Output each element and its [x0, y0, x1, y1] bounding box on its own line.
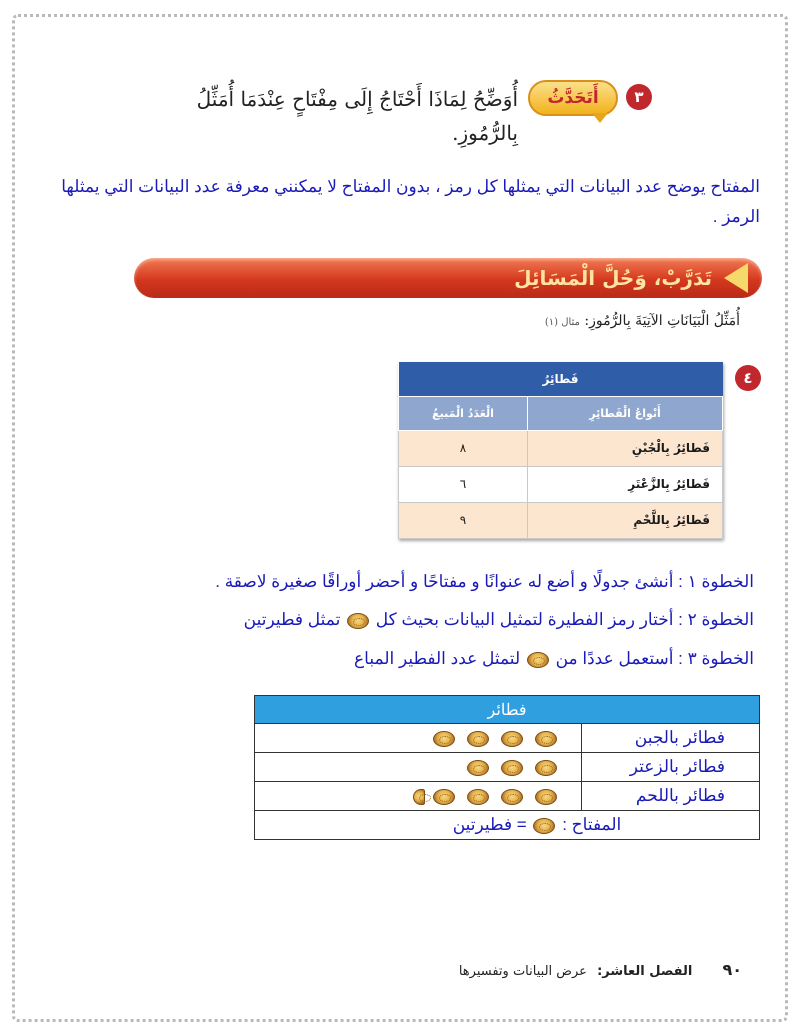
step-1: الخطوة ١ : أنشئ جدولًا و أضع له عنوانًا و مفتاحًا و أحضر أوراقًا صغيرة لاصقة . [215, 572, 754, 591]
pie-symbols [255, 724, 582, 753]
column-header: الْعَدَدُ الْمَبيعُ [399, 396, 528, 430]
row-count: ٨ [399, 430, 528, 466]
pie-icon [501, 789, 523, 805]
pie-icon [527, 652, 549, 668]
speech-bubble-badge: أَتَحَدَّثُ [528, 80, 618, 116]
row-type: فَطائِرُ بِاللَّحْمِ [528, 502, 723, 538]
pie-symbols [255, 782, 582, 811]
row-label: فطائر باللحم [582, 782, 760, 811]
row-count: ٩ [399, 502, 528, 538]
table-title: فَطائِرُ [399, 362, 723, 396]
row-type: فَطائِرُ بِالزَّعْتَرِ [528, 466, 723, 502]
step-2-text-end: تمثل فطيرتين [243, 610, 341, 629]
pie-icon [433, 731, 455, 747]
row-label: فطائر بالجبن [582, 724, 760, 753]
key-equals: = فطيرتين [452, 815, 527, 834]
pie-icon [535, 760, 557, 776]
chapter-title: عرض البيانات وتفسيرها [458, 964, 587, 979]
instruction-text: أُمَثِّلُ الْبَيَانَاتِ الآتِيَةَ بِالرُّمُوزِ: [584, 313, 740, 329]
question-number: ٣ [626, 84, 652, 110]
page-footer [459, 960, 742, 979]
pie-icon [347, 613, 369, 629]
step-3-text-end: لتمثل عدد الفطير المباع [354, 649, 521, 668]
pie-symbols [255, 753, 582, 782]
example-ref: مثال (١) [544, 317, 580, 328]
step-3 [354, 649, 754, 669]
table-row [399, 502, 723, 538]
pictograph-title: فطائر [255, 696, 760, 724]
row-label: فطائر بالزعتر [582, 753, 760, 782]
table-row [399, 466, 723, 502]
pastry-data-table [398, 362, 723, 539]
practice-banner [134, 258, 762, 298]
pie-icon [467, 731, 489, 747]
instruction [545, 313, 740, 329]
question-text: أُوَضِّحُ لِمَاذَا أَحْتَاجُ إِلَى مِفْتَاحٍ عِنْدَمَا أُمَثِّلُ بِالرُّمُوزِ. [196, 87, 518, 145]
step-2-text-start: الخطوة ٢ : أختار رمز الفطيرة لتمثيل البيانات بحيث كل [375, 610, 754, 629]
key-cell [255, 811, 760, 840]
page-number: ٩٠ [722, 960, 742, 979]
pie-icon [501, 760, 523, 776]
pie-icon [535, 789, 557, 805]
pictograph-table [254, 695, 760, 840]
pie-icon [467, 789, 489, 805]
pie-icon [535, 731, 557, 747]
pie-icon [533, 818, 555, 834]
banner-title: تَدَرَّبْ، وَحُلَّ الْمَسَائِلَ [514, 266, 712, 290]
chapter-label: الفصل العاشر: [597, 964, 693, 979]
key-label: المفتاح : [562, 815, 622, 834]
row-count: ٦ [399, 466, 528, 502]
column-header: أَنْواعُ الْفَطائِرِ [528, 396, 723, 430]
question-number-4: ٤ [735, 365, 761, 391]
answer-text: المفتاح يوضح عدد البيانات التي يمثلها كل رمز ، بدون المفتاح لا يمكنني معرفة عدد البيانات التي يمثلها الرمز . [61, 177, 760, 226]
table-row [255, 753, 760, 782]
pie-icon [433, 789, 455, 805]
pie-icon [501, 731, 523, 747]
table-row [399, 430, 723, 466]
key-row [255, 811, 760, 840]
banner-arrow-icon [724, 263, 748, 293]
pie-icon [467, 760, 489, 776]
table-row [255, 782, 760, 811]
step-2 [244, 610, 754, 630]
half-pie-icon [413, 789, 425, 805]
step-3-text-start: الخطوة ٣ : أستعمل عددًا من [555, 649, 754, 668]
table-row [255, 724, 760, 753]
row-type: فَطائِرُ بِالْجُبْنِ [528, 430, 723, 466]
